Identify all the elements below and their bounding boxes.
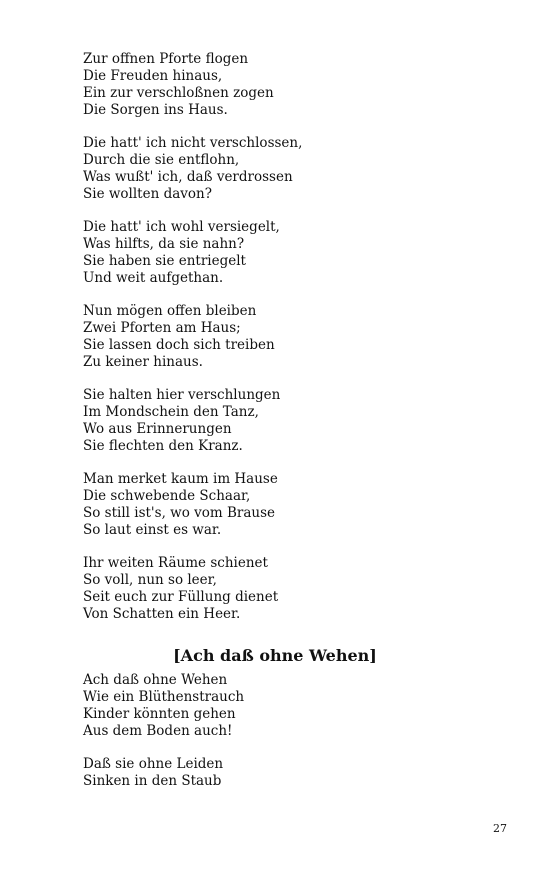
verse-line: Und weit aufgethan. (83, 270, 224, 286)
verse-line: Zur offnen Pforte flogen (83, 51, 249, 67)
stanza (83, 51, 503, 119)
verse-line: Die Freuden hinaus, (83, 68, 223, 84)
verse-line: Durch die sie entflohn, (83, 152, 240, 168)
verse-line: So still ist's, wo vom Brause (83, 505, 276, 521)
verse-line: Die Sorgen ins Haus. (83, 102, 228, 118)
verse-line: Ein zur verschloßnen zogen (83, 85, 274, 101)
verse-line: Sie lassen doch sich treiben (83, 337, 275, 353)
verse-line: Sie wollten davon? (83, 186, 212, 202)
verse-line: Daß sie ohne Leiden (83, 756, 224, 772)
verse-line: Die schwebende Schaar, (83, 488, 251, 504)
verse-line: Die hatt' ich nicht verschlossen, (83, 135, 303, 151)
stanza (83, 135, 503, 203)
verse-line: Wo aus Erinnerungen (83, 421, 232, 437)
stanza (83, 303, 503, 371)
verse-line: Sie haben sie entriegelt (83, 253, 246, 269)
verse-line: So voll, nun so leer, (83, 572, 217, 588)
verse-line: Sinken in den Staub (83, 773, 222, 789)
poem-title: [Ach daß ohne Wehen] (173, 646, 377, 665)
verse-line: Man merket kaum im Hause (83, 471, 278, 487)
verse-line: Aus dem Boden auch! (83, 723, 233, 739)
poem-second (83, 672, 503, 806)
stanza (83, 471, 503, 539)
verse-line: Ach daß ohne Wehen (83, 672, 228, 688)
verse-line: Seit euch zur Füllung dienet (83, 589, 279, 605)
verse-line: Zwei Pforten am Haus; (83, 320, 241, 336)
stanza (83, 756, 503, 790)
verse-line: Im Mondschein den Tanz, (83, 404, 259, 420)
verse-line: Sie flechten den Kranz. (83, 438, 243, 454)
verse-line: Kinder könnten gehen (83, 706, 236, 722)
page-number: 27 (493, 822, 507, 835)
verse-line: Nun mögen offen bleiben (83, 303, 257, 319)
verse-line: So laut einst es war. (83, 522, 222, 538)
stanza (83, 219, 503, 287)
stanza (83, 387, 503, 455)
verse-line: Von Schatten ein Heer. (83, 606, 241, 622)
verse-line: Wie ein Blüthenstrauch (83, 689, 245, 705)
stanza (83, 672, 503, 740)
verse-line: Ihr weiten Räume schienet (83, 555, 268, 571)
verse-line: Zu keiner hinaus. (83, 354, 203, 370)
stanza (83, 555, 503, 623)
poem-first (83, 51, 503, 639)
verse-line: Die hatt' ich wohl versiegelt, (83, 219, 280, 235)
verse-line: Sie halten hier verschlungen (83, 387, 281, 403)
verse-line: Was hilfts, da sie nahn? (83, 236, 245, 252)
verse-line: Was wußt' ich, daß verdrossen (83, 169, 293, 185)
